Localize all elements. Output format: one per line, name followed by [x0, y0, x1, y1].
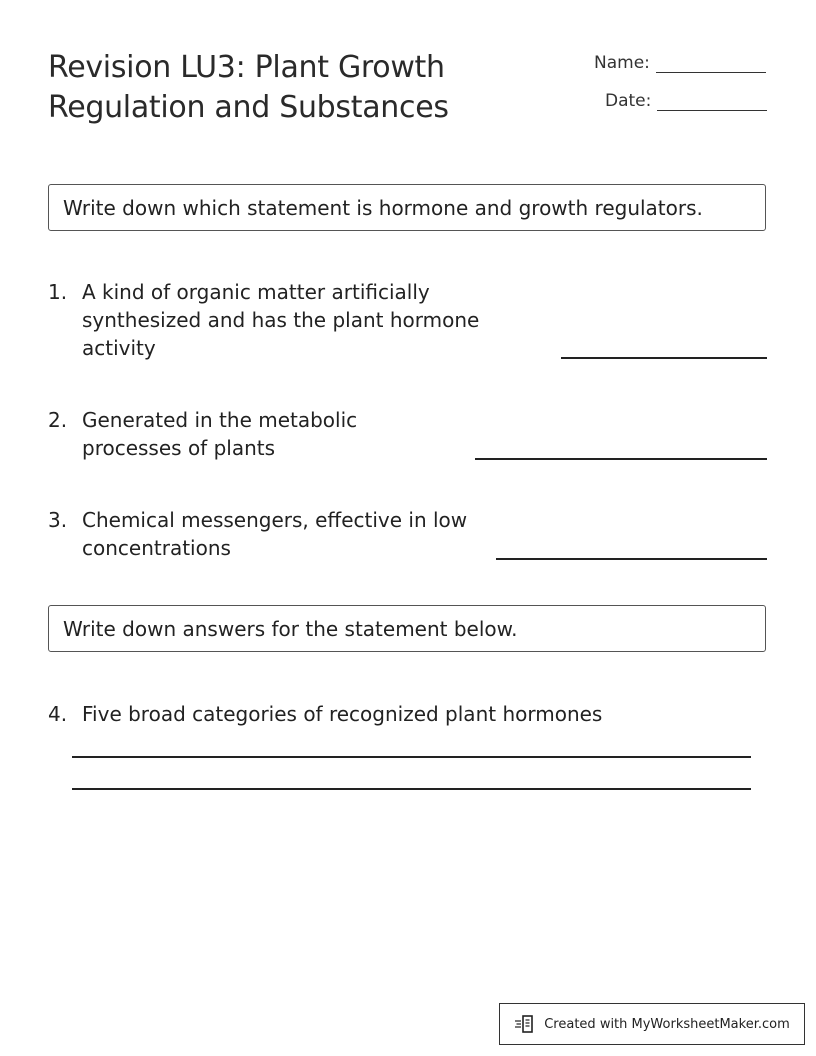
- date-blank[interactable]: [657, 96, 767, 111]
- footer-text: Created with MyWorksheetMaker.com: [544, 1016, 790, 1032]
- question-number: 1.: [48, 280, 68, 304]
- worksheet-title: [48, 48, 449, 128]
- instruction-box-1: Write down which statement is hormone and growth regulators.: [48, 184, 766, 231]
- question-number: 4.: [48, 702, 68, 726]
- name-field: [594, 53, 766, 73]
- question-number: 3.: [48, 508, 68, 532]
- question-text-line: synthesized and has the plant hormone: [82, 308, 480, 332]
- question-number: 2.: [48, 408, 68, 432]
- answer-line-1[interactable]: [561, 357, 767, 359]
- footer-credit[interactable]: [499, 1003, 805, 1045]
- question-text-line: A kind of organic matter artificially: [82, 280, 430, 304]
- title-line-2: Regulation and Substances: [48, 90, 449, 125]
- instruction-box-2: Write down answers for the statement below.: [48, 605, 766, 652]
- question-text-line: Generated in the metabolic: [82, 408, 358, 432]
- answer-line-4a[interactable]: [72, 756, 751, 758]
- answer-line-2[interactable]: [475, 458, 767, 460]
- question-text-line: processes of plants: [82, 436, 276, 460]
- question-text-line: Five broad categories of recognized plant hormones: [82, 702, 603, 726]
- answer-line-3[interactable]: [496, 558, 767, 560]
- name-blank[interactable]: [656, 58, 766, 73]
- question-text-line: activity: [82, 336, 156, 360]
- date-label: Date:: [605, 91, 652, 111]
- title-line-1: Revision LU3: Plant Growth: [48, 50, 445, 85]
- answer-line-4b[interactable]: [72, 788, 751, 790]
- name-label: Name:: [594, 53, 650, 73]
- question-text-line: Chemical messengers, effective in low: [82, 508, 468, 532]
- worksheet-maker-logo-icon: [514, 1013, 536, 1035]
- question-text-line: concentrations: [82, 536, 231, 560]
- date-field: [605, 91, 767, 111]
